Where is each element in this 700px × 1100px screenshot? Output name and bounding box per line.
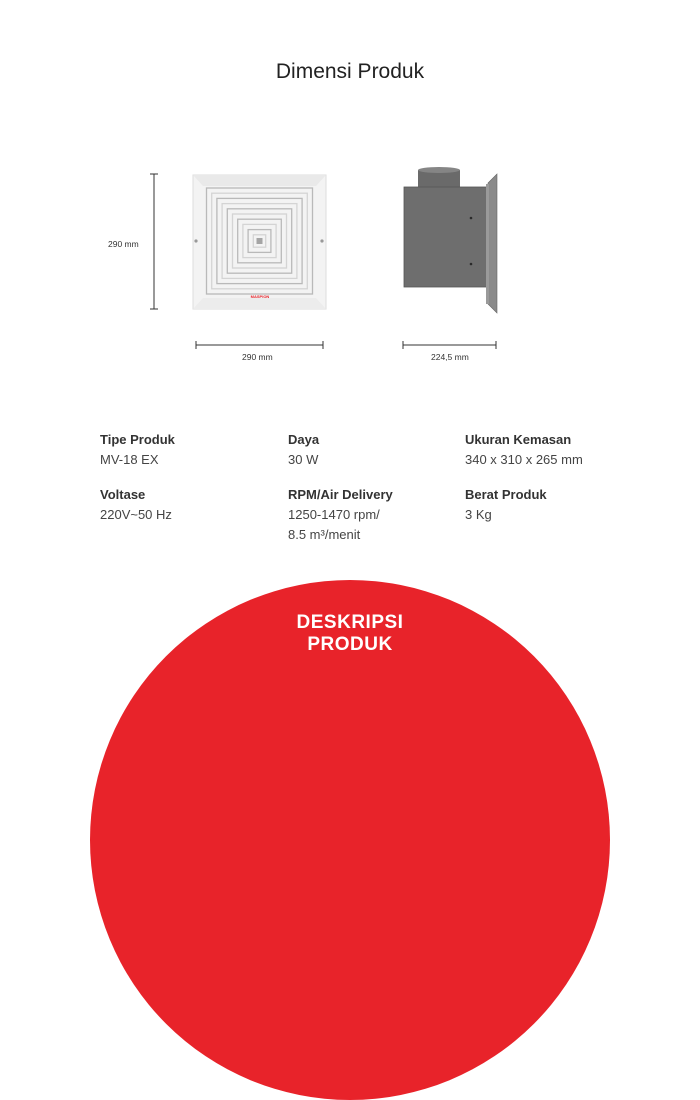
spec-label: Voltase — [100, 487, 146, 502]
screw-left-icon — [194, 239, 197, 242]
spec-value: 30 W — [288, 452, 319, 467]
description-line1: DESKRIPSI — [296, 612, 404, 633]
fan-grille — [207, 188, 313, 294]
screw-right-icon — [320, 239, 323, 242]
spec-value: 3 Kg — [465, 507, 492, 522]
height-label: 290 mm — [108, 239, 139, 249]
spec-value-line2: 8.5 m³/menit — [288, 527, 361, 542]
fan-front-panel — [193, 175, 326, 309]
spec-rpm-air-delivery — [288, 485, 393, 545]
description-button[interactable] — [90, 580, 610, 1100]
description-button-label[interactable] — [250, 612, 450, 656]
description-line2: PRODUK — [307, 634, 393, 655]
width-label: 290 mm — [242, 352, 273, 362]
spec-voltage — [100, 485, 172, 525]
spec-power — [288, 430, 319, 470]
spec-label: Tipe Produk — [100, 432, 175, 447]
depth-label: 224,5 mm — [431, 352, 469, 362]
spec-label: RPM/Air Delivery — [288, 487, 393, 502]
width-dimension-line — [196, 341, 323, 349]
spec-value: 340 x 310 x 265 mm — [465, 452, 583, 467]
spec-label: Daya — [288, 432, 320, 447]
spec-value: 220V~50 Hz — [100, 507, 172, 522]
grille-center — [257, 238, 263, 244]
page-title: Dimensi Produk — [275, 60, 425, 83]
brand-logo: MASPION — [250, 294, 270, 299]
spec-value: MV-18 EX — [100, 452, 159, 467]
spec-value-line1: 1250-1470 rpm/ — [288, 507, 380, 522]
height-dimension-line — [150, 174, 158, 309]
spec-product-type — [100, 430, 175, 470]
spec-package-size — [465, 430, 583, 470]
depth-dimension-line — [403, 341, 496, 349]
spec-weight — [465, 485, 547, 525]
spec-label: Berat Produk — [465, 487, 547, 502]
fan-side-view — [404, 167, 497, 313]
spec-label: Ukuran Kemasan — [465, 432, 572, 447]
